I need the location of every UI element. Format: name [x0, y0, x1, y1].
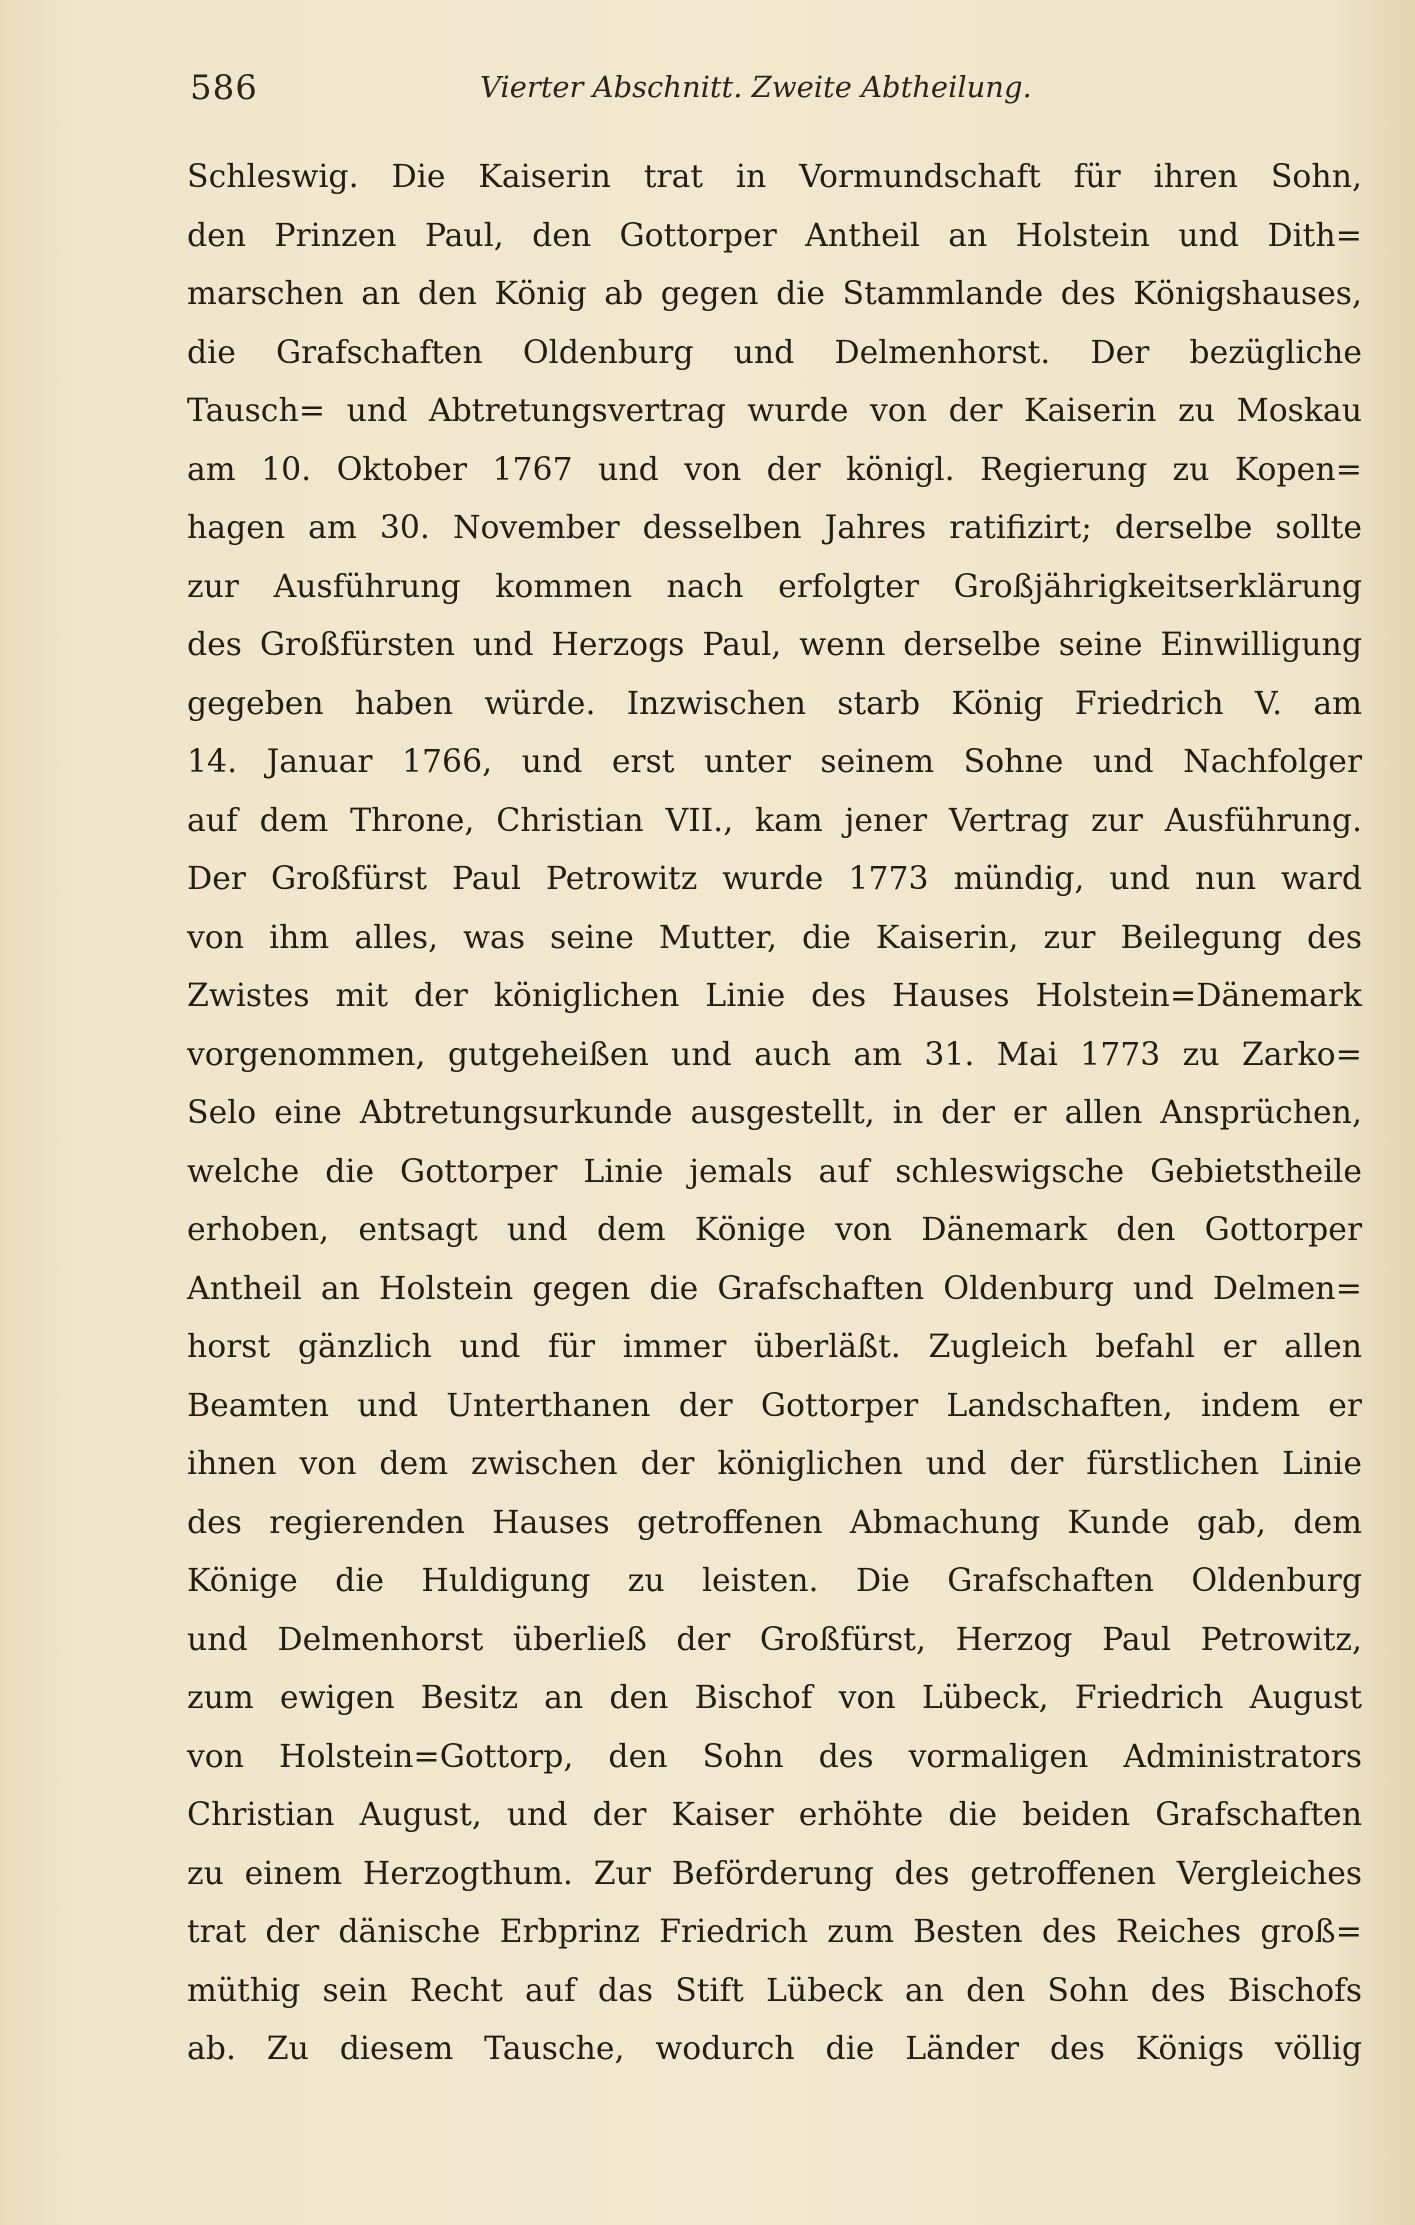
- text-line: Beamten und Unterthanen der Gottorper Landschaften, indem er: [187, 1387, 1362, 1424]
- running-head: Vierter Abschnitt. Zweite Abtheilung.: [480, 70, 1032, 104]
- text-line: und Delmenhorst überließ der Großfürst, Herzog Paul Petrowitz,: [187, 1621, 1362, 1658]
- text-line: hagen am 30. November desselben Jahres ratifizirt; derselbe sollte: [187, 510, 1362, 546]
- text-line: von Holstein=Gottorp, den Sohn des vormaligen Administrators: [187, 1738, 1362, 1775]
- page-header: [190, 68, 1200, 118]
- text-line: gegeben haben würde. Inzwischen starb König Friedrich V. am: [187, 685, 1362, 722]
- text-line: des regierenden Hauses getroffenen Abmachung Kunde gab, dem: [187, 1504, 1362, 1541]
- text-line: zum ewigen Besitz an den Bischof von Lübeck, Friedrich August: [187, 1680, 1362, 1716]
- text-line: Zwistes mit der königlichen Linie des Hauses Holstein=Dänemark: [187, 978, 1362, 1014]
- text-line: zu einem Herzogthum. Zur Beförderung des getroffenen Vergleiches: [187, 1855, 1362, 1892]
- page-number: 586: [190, 68, 258, 108]
- text-line: ihnen von dem zwischen der königlichen und der fürstlichen Linie: [187, 1446, 1362, 1482]
- text-line: trat der dänische Erbprinz Friedrich zum Besten des Reiches groß=: [187, 1914, 1362, 1950]
- text-line: horst gänzlich und für immer überläßt. Zugleich befahl er allen: [187, 1329, 1362, 1365]
- text-line: Tausch= und Abtretungsvertrag wurde von der Kaiserin zu Moskau: [187, 393, 1362, 429]
- text-line: Christian August, und der Kaiser erhöhte die beiden Grafschaften: [187, 1797, 1362, 1833]
- text-line: zur Ausführung kommen nach erfolgter Großjährigkeitserklärung: [187, 568, 1362, 605]
- text-line: Könige die Huldigung zu leisten. Die Grafschaften Oldenburg: [187, 1563, 1362, 1599]
- text-line: marschen an den König ab gegen die Stammlande des Königshauses,: [187, 276, 1362, 312]
- text-line: erhoben, entsagt und dem Könige von Dänemark den Gottorper: [187, 1212, 1362, 1248]
- text-line: auf dem Throne, Christian VII., kam jener Vertrag zur Ausführung.: [187, 802, 1362, 839]
- text-line: Schleswig. Die Kaiserin trat in Vormundschaft für ihren Sohn,: [187, 159, 1362, 195]
- text-line: den Prinzen Paul, den Gottorper Antheil an Holstein und Dith=: [187, 217, 1362, 254]
- text-line: Der Großfürst Paul Petrowitz wurde 1773 mündig, und nun ward: [187, 861, 1362, 897]
- text-line: 14. Januar 1766, und erst unter seinem Sohne und Nachfolger: [187, 744, 1362, 780]
- text-line: ab. Zu diesem Tausche, wodurch die Länder des Königs völlig: [187, 2031, 1362, 2067]
- text-line: die Grafschaften Oldenburg und Delmenhorst. Der bezügliche: [187, 334, 1362, 371]
- text-line: vorgenommen, gutgeheißen und auch am 31. Mai 1773 zu Zarko=: [187, 1036, 1362, 1073]
- text-line: müthig sein Recht auf das Stift Lübeck an den Sohn des Bischofs: [187, 1972, 1362, 2009]
- text-line: Selo eine Abtretungsurkunde ausgestellt, in der er allen Ansprüchen,: [187, 1095, 1362, 1131]
- text-line: Antheil an Holstein gegen die Grafschaften Oldenburg und Delmen=: [187, 1270, 1362, 1307]
- text-line: des Großfürsten und Herzogs Paul, wenn derselbe seine Einwilligung: [187, 627, 1362, 663]
- body-text: [187, 148, 1362, 2079]
- text-line: welche die Gottorper Linie jemals auf schleswigsche Gebietstheile: [187, 1153, 1362, 1190]
- text-line: am 10. Oktober 1767 und von der königl. Regierung zu Kopen=: [187, 451, 1362, 488]
- text-line: von ihm alles, was seine Mutter, die Kaiserin, zur Beilegung des: [187, 919, 1362, 956]
